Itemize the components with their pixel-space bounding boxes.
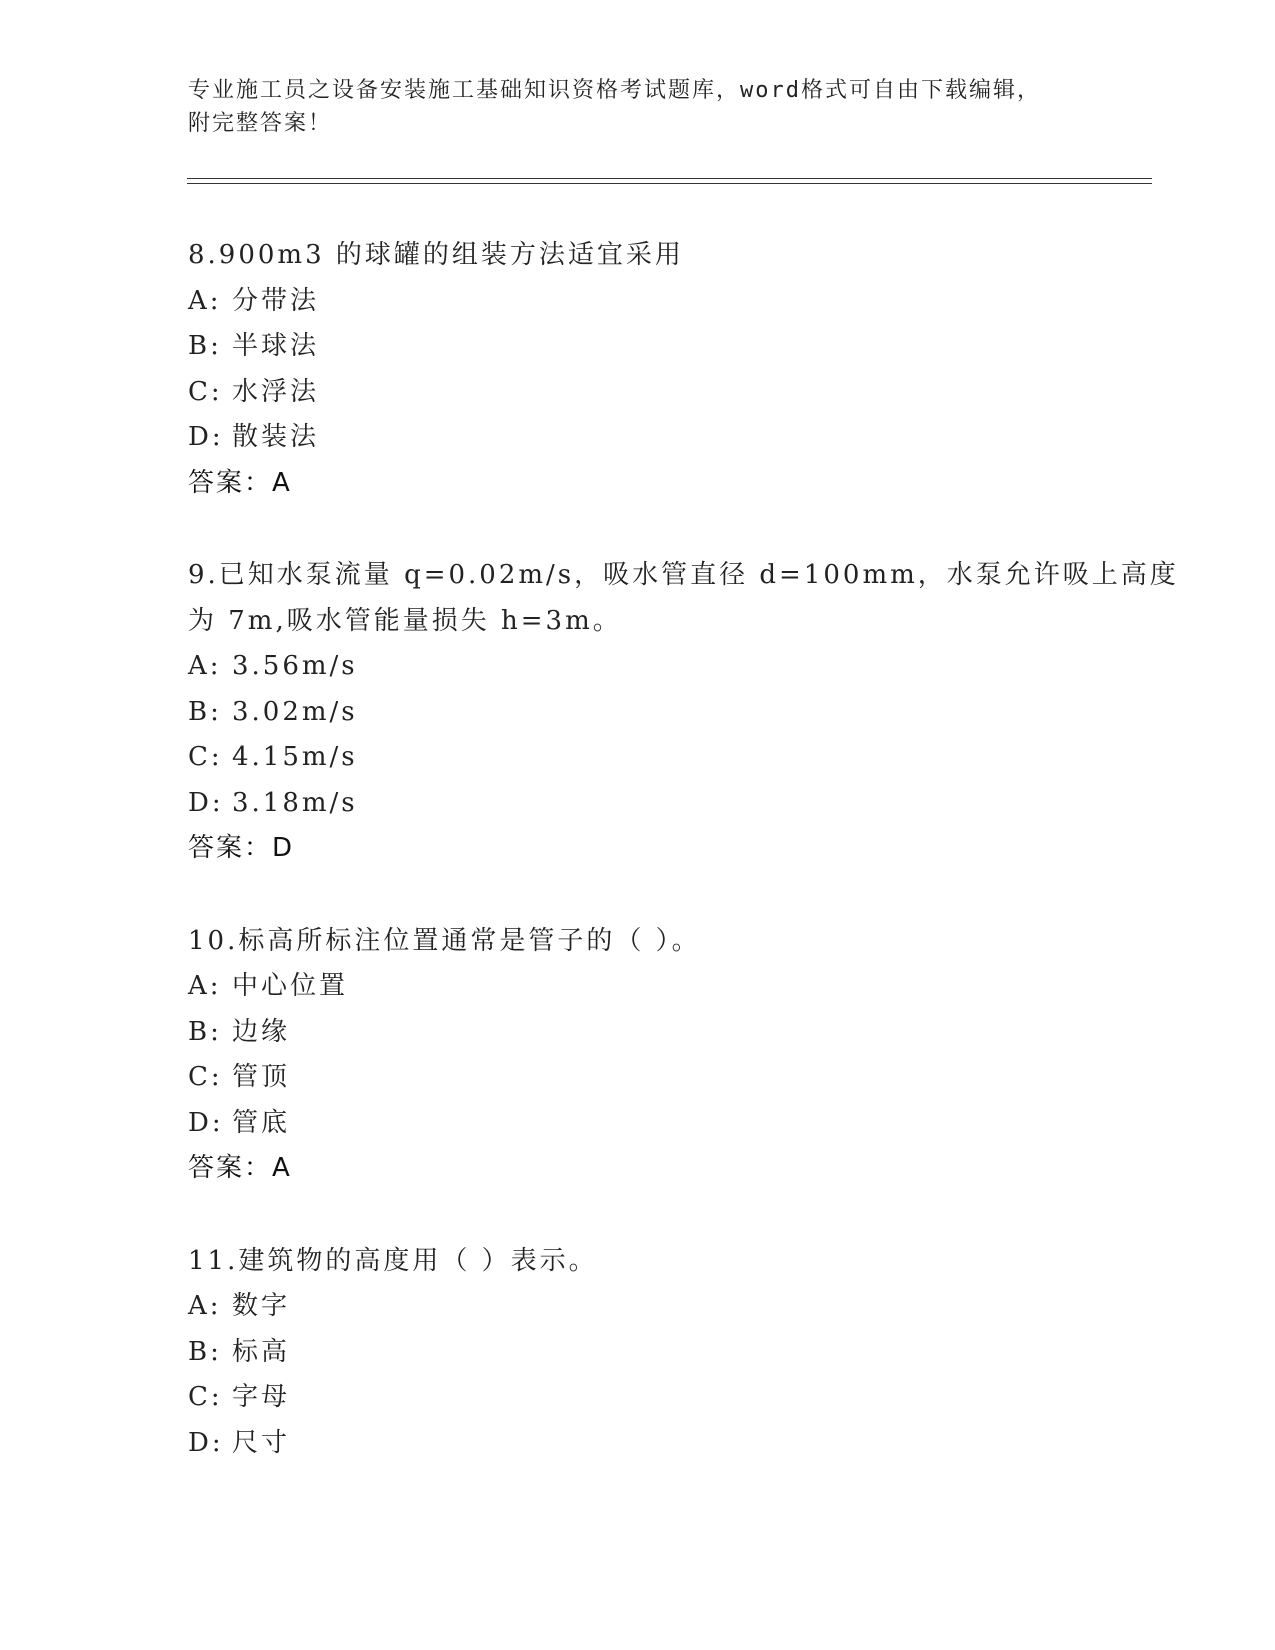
question-text-continued: 为 7m,吸水管能量损失 h=3m。 xyxy=(188,605,622,636)
option-letter: B: xyxy=(188,696,222,727)
option-d xyxy=(188,415,1148,461)
question-11 xyxy=(188,1239,1148,1467)
option-text: 尺寸 xyxy=(232,1427,291,1458)
option-text: 水浮法 xyxy=(232,376,320,407)
option-letter: D: xyxy=(188,422,224,452)
option-text: 3.56m/s xyxy=(232,651,358,681)
option-letter: A: xyxy=(188,1291,222,1321)
option-letter: C: xyxy=(188,1382,223,1412)
question-text: 9.已知水泵流量 q=0.02m/s，吸水管直径 d=100mm，水泵允许吸上高度 xyxy=(188,560,1179,590)
question-9 xyxy=(188,553,1179,872)
option-a xyxy=(188,1284,1148,1330)
option-text: 3.02m/s xyxy=(232,696,358,727)
option-text: 管顶 xyxy=(232,1062,291,1092)
option-c xyxy=(188,370,1148,416)
answer-line: 答案：A xyxy=(188,1153,292,1183)
option-text: 管底 xyxy=(232,1107,291,1138)
document-header xyxy=(188,74,1088,140)
option-letter: B: xyxy=(188,1016,222,1047)
option-text: 字母 xyxy=(232,1382,291,1412)
option-c xyxy=(188,1375,1148,1421)
option-text: 散装法 xyxy=(232,422,320,452)
option-text: 半球法 xyxy=(232,331,320,361)
option-letter: B: xyxy=(188,1336,222,1367)
option-text: 中心位置 xyxy=(232,971,349,1001)
option-d xyxy=(188,781,1148,827)
option-d xyxy=(188,1101,1148,1147)
header-line-2: 附完整答案！ xyxy=(188,111,333,136)
option-a xyxy=(188,964,1148,1010)
option-letter: C: xyxy=(188,1062,223,1092)
answer-line: 答案：A xyxy=(188,467,292,498)
option-text: 4.15m/s xyxy=(232,742,358,772)
option-a xyxy=(188,644,1148,690)
option-letter: B: xyxy=(188,331,222,361)
option-b xyxy=(188,324,1148,370)
answer-line: 答案：D xyxy=(188,833,295,863)
question-text: 8.900m3 的球罐的组装方法适宜采用 xyxy=(188,240,684,270)
question-8 xyxy=(188,233,1148,506)
option-c xyxy=(188,735,1148,781)
option-letter: D: xyxy=(188,1427,224,1458)
option-b xyxy=(188,1010,1148,1056)
option-text: 数字 xyxy=(232,1291,291,1321)
option-text: 3.18m/s xyxy=(232,787,358,818)
option-letter: A: xyxy=(188,651,222,681)
question-text: 11.建筑物的高度用（ ）表示。 xyxy=(188,1245,598,1276)
header-divider-top xyxy=(187,178,1152,179)
option-letter: C: xyxy=(188,742,223,772)
header-divider-bottom xyxy=(187,183,1152,184)
option-b xyxy=(188,1330,1148,1376)
option-text: 分带法 xyxy=(232,285,320,316)
option-text: 标高 xyxy=(232,1336,291,1367)
question-list xyxy=(188,233,1179,1513)
question-text: 10.标高所标注位置通常是管子的（ ）。 xyxy=(188,925,701,956)
question-10 xyxy=(188,919,1148,1192)
header-line-1: 专业施工员之设备安装施工基础知识资格考试题库，word格式可自由下载编辑， xyxy=(188,78,1041,103)
option-b xyxy=(188,690,1148,736)
option-c xyxy=(188,1055,1148,1101)
option-a xyxy=(188,279,1148,325)
option-letter: D: xyxy=(188,787,224,818)
option-letter: A: xyxy=(188,285,222,316)
option-letter: D: xyxy=(188,1107,224,1138)
option-letter: A: xyxy=(188,971,222,1001)
option-text: 边缘 xyxy=(232,1016,291,1047)
option-letter: C: xyxy=(188,376,223,407)
option-d xyxy=(188,1421,1148,1467)
